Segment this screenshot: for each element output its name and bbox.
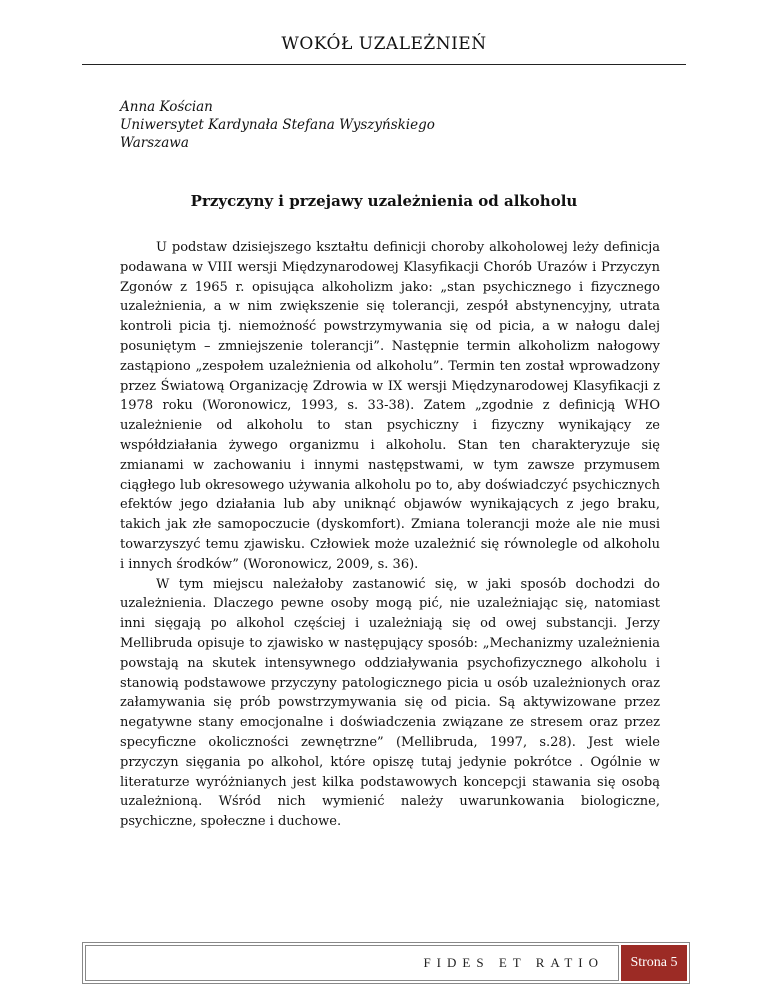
paragraph: W tym miejscu należałoby zastanowić się, w jaki sposób dochodzi do uzależnienia. Dlaczego pewne osoby mogą pić, nie uzależniając się, natomiast inni sięgają po alkohol częściej i uzależniają się od owej substancji. Jerzy Mellibruda opisuje to zjawisko w następujący sposób: „Mechanizmy uzależnienia powstają na skutek intensywnego oddziaływania psychofizycznego alkoholu i stanowią podstawowe przyczyny patologicznego picia u osób uzależnionych oraz załamywania się prób powstrzymywania się od picia. Są aktywizowane przez negatywne stany emocjonalne i doświadczenia związane ze stresem oraz przez specyficzne okoliczności zewnętrzne” (Mellibruda, 1997, s.28). Jest wiele przyczyn sięgania po alkohol, które opiszę tutaj jedynie pokrótce . Ogólnie w literaturze wyróżnianych jest kilka podstawowych koncepcji stawania się osobą uzależnioną. Wśród nich wymienić należy uwarunkowania biologiczne, psychiczne, społeczne i duchowe. — [120, 576, 660, 830]
author-block — [120, 98, 435, 152]
running-header: WOKÓŁ UZALEŻNIEŃ — [281, 34, 487, 54]
page-footer — [82, 942, 690, 984]
footer-journal-label: FIDES ET RATIO — [85, 945, 619, 981]
author-city: Warszawa — [120, 135, 189, 151]
article-title: Przyczyny i przejawy uzależnienia od alkoholu — [190, 192, 578, 210]
author-affiliation: Uniwersytet Kardynała Stefana Wyszyńskiego — [120, 117, 435, 133]
paragraph: U podstaw dzisiejszego kształtu definicji choroby alkoholowej leży definicja podawana w VIII wersji Międzynarodowej Klasyfikacji Chorób Urazów i Przyczyn Zgonów z 1965 r. opisująca alkoholizm jako: „stan psychicznego i fizycznego uzależnienia, a w nim zwiększenie się tolerancji, zespół abstynencyjny, utrata kontroli picia tj. niemożność powstrzymywania się od picia, a w nałogu dalej posuniętym – zmniejszenie tolerancji”. Następnie termin alkoholizm nałogowy zastąpiono „zespołem uzależnienia od alkoholu”. Termin ten został wprowadzony przez Światową Organizację Zdrowia w IX wersji Międzynarodowej Klasyfikacji z 1978 roku (Woronowicz, 1993, s. 33-38). Zatem „zgodnie z definicją WHO uzależnienie od alkoholu to stan psychiczny i fizyczny wynikający ze współdziałania żywego organizmu i alkoholu. Stan ten charakteryzuje się zmianami w zachowaniu i innymi następstwami, w tym zawsze przymusem ciągłego lub okresowego używania alkoholu po to, aby doświadczyć psychicznych efektów jego działania lub aby uniknąć objawów wynikających z jego braku, takich jak złe samopoczucie (dyskomfort). Zmiana tolerancji może ale nie musi towarzyszyć temu zjawisku. Człowiek może uzależnić się równolegle od alkoholu i innych środków” (Woronowicz, 2009, s. 36). — [120, 240, 660, 572]
author-name: Anna Kościan — [120, 99, 213, 115]
article-body — [120, 238, 660, 832]
header-divider — [82, 64, 686, 65]
page-number-badge: Strona 5 — [621, 945, 687, 981]
